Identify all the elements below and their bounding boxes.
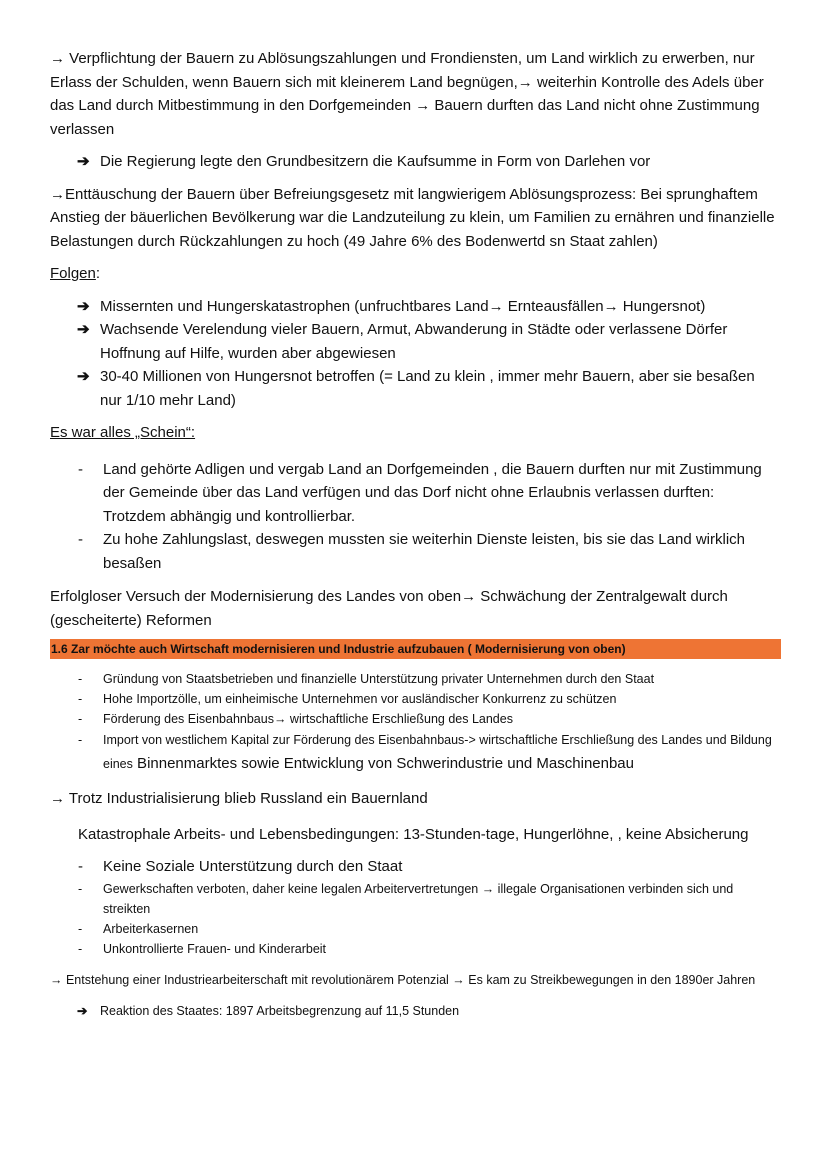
intro-paragraph: → Verpflichtung der Bauern zu Ablösungszahlungen und Frondiensten, um Land wirklich zu erwerben, nur Erlass der Schulden, wenn Bauern sich mit kleinerem Land begnügen,→ weiterhin Kontrolle des Adels über das Land durch Mitbestimmung in den Dorfgemeinden → Bauern durften das Land nicht ohne Zustimmung verlassen: [50, 50, 764, 138]
list-item-text: Zu hohe Zahlungslast, deswegen mussten sie weiterhin Dienste leisten, bis sie das Land wirklich besaßen: [103, 531, 746, 572]
page-content: [50, 47, 780, 1021]
strike-paragraph: → Entstehung einer Industriearbeiterschaft mit revolutionärem Potenzial → Es kam zu Streikbewegungen in den 1890er Jahren: [50, 972, 756, 987]
arrow-item-text: Reaktion des Staates: 1897 Arbeitsbegrenzung auf 11,5 Stunden: [100, 1003, 460, 1018]
arrow-icon: ➔: [77, 153, 90, 170]
list-item-text: Land gehörte Adligen und vergab Land an Dorfgemeinden , die Bauern durften nur mit Zustimmung der Gemeinde über das Land verfügen und das Dorf nicht ohne Erlaubnis verlassen durften: Trotzdem abhängig und kontrollierbar.: [103, 460, 762, 525]
arrow-icon: ➔: [77, 297, 90, 315]
list-item: [50, 709, 780, 729]
list-item-text: Gründung von Staatsbetrieben und finanzielle Unterstützung privater Unternehmen durch den Staat: [103, 672, 655, 686]
reform-paragraph: Erfolgloser Versuch der Modernisierung des Landes von oben→ Schwächung der Zentralgewalt durch (gescheiterte) Reformen: [50, 588, 728, 629]
list-item: [50, 669, 780, 689]
dash-bullet: -: [78, 941, 83, 956]
arrow-icon: ➔: [77, 1003, 88, 1018]
list-item: [50, 879, 780, 919]
dash-bullet: -: [78, 712, 83, 726]
list-item: [50, 528, 780, 575]
list-item-text: 30-40 Millionen von Hungersnot betroffen (= Land zu klein , immer mehr Bauern, aber sie besaßen nur 1/10 mehr Land): [100, 368, 755, 409]
conditions-paragraph: Katastrophale Arbeits- und Lebensbedingungen: 13-Stunden-tage, Hungerlöhne, , keine Absicherung: [78, 825, 749, 843]
arrow-item-regierung: [50, 150, 780, 174]
list-item: [50, 689, 780, 709]
bauernland-paragraph: → Trotz Industrialisierung blieb Russland ein Bauernland: [50, 790, 428, 807]
list-item-text: Förderung des Eisenbahnbaus→ wirtschaftliche Erschließung des Landes: [103, 712, 513, 726]
section-heading-bar: 1.6 Zar möchte auch Wirtschaft modernisieren und Industrie aufzubauen ( Modernisierung von oben): [50, 639, 781, 659]
folgen-colon: :: [95, 265, 101, 282]
list-item-text: Import von westlichem Kapital zur Förderung des Eisenbahnbaus-> wirtschaftliche Erschließung des Landes und Bildung eines: [103, 733, 772, 771]
work-list: [50, 855, 780, 959]
list-item: [50, 295, 780, 319]
disappointment-paragraph: →Enttäuschung der Bauern über Befreiungsgesetz mit langwierigem Ablösungsprozess: Bei sprunghaftem Anstieg der bäuerlichen Bevölkerung war die Landzuteilung zu klein, um Familien zu ernähren und finanzielle Belastungen durch Rückzahlungen zu hoch (49 Jahre 6% des Bodenwertd sn Staat zahlen): [50, 185, 775, 250]
dash-bullet: -: [78, 858, 83, 875]
list-item: [50, 729, 780, 776]
list-item-text: Missernten und Hungerskatastrophen (unfruchtbares Land→ Ernteausfällen→ Hungersnot): [100, 297, 706, 315]
schein-list: [50, 458, 780, 576]
list-item: [50, 365, 780, 412]
dash-bullet: -: [78, 460, 83, 478]
arrow-icon: ➔: [77, 321, 90, 338]
dash-bullet: -: [78, 921, 83, 936]
list-item: [50, 458, 780, 529]
section-list: [50, 669, 780, 776]
dash-bullet: -: [78, 531, 83, 548]
dash-bullet: -: [78, 692, 83, 706]
list-item-text: Hohe Importzölle, um einheimische Unternehmen vor ausländischer Konkurrenz zu schützen: [103, 692, 617, 706]
list-item-text: Arbeiterkasernen: [103, 921, 199, 936]
arrow-item-text: Die Regierung legte den Grundbesitzern die Kaufsumme in Form von Darlehen vor: [100, 153, 651, 170]
list-item-text: Wachsende Verelendung vieler Bauern, Armut, Abwanderung in Städte oder verlassene Dörfer Hoffnung auf Hilfe, wurden aber abgewiesen: [100, 321, 728, 362]
arrow-icon: ➔: [77, 368, 90, 385]
schein-heading: Es war alles „Schein“:: [50, 424, 196, 441]
list-item: [50, 939, 780, 959]
list-item-text: Unkontrollierte Frauen- und Kinderarbeit: [103, 941, 327, 956]
list-item: [50, 318, 780, 365]
list-item-text: Keine Soziale Unterstützung durch den Staat: [103, 858, 403, 875]
list-item-text: Gewerkschaften verboten, daher keine legalen Arbeitervertretungen → illegale Organisationen verbinden sich und streikten: [103, 881, 734, 916]
folgen-heading: Folgen: [50, 265, 96, 282]
dash-bullet: -: [78, 881, 83, 896]
folgen-heading-line: [50, 262, 780, 286]
dash-bullet: -: [78, 672, 83, 686]
list-item-text-large: Binnenmarktes sowie Entwicklung von Schwerindustrie und Maschinenbau: [132, 755, 634, 772]
list-item: [50, 919, 780, 939]
list-item: [50, 855, 780, 879]
folgen-list: [50, 295, 780, 413]
arrow-item-reaktion: [50, 1001, 780, 1021]
dash-bullet: -: [78, 733, 83, 747]
